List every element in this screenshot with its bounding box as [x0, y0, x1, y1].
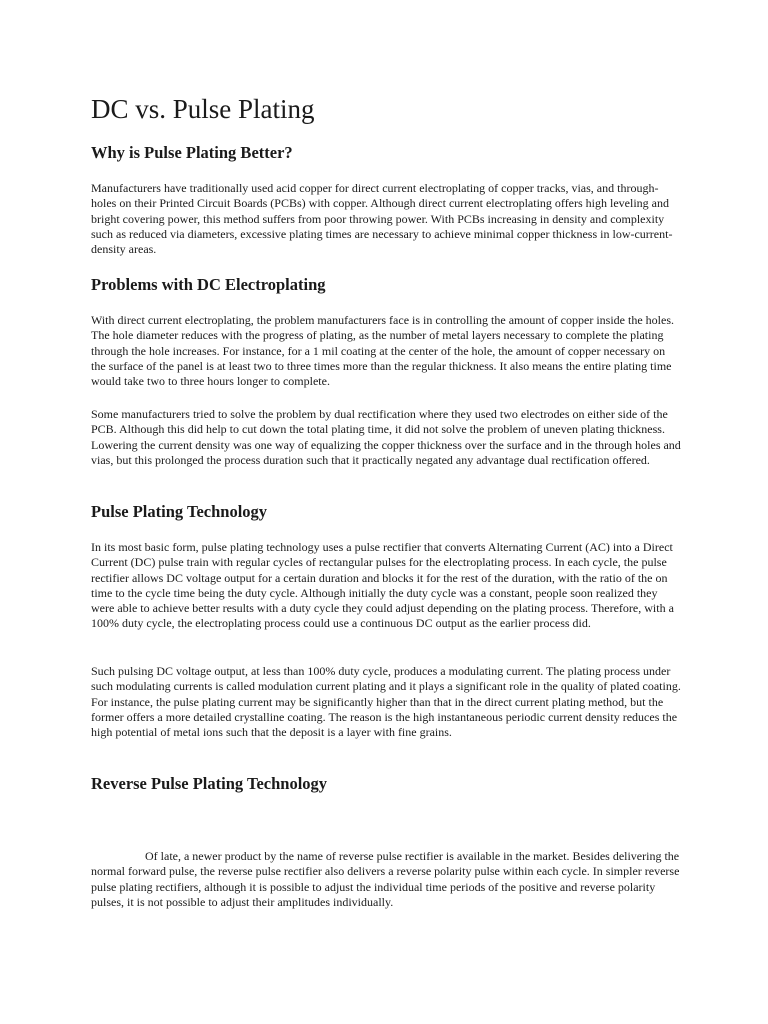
- paragraph: In its most basic form, pulse plating technology uses a pulse rectifier that converts Alternating Current (AC) into a Direct Current (DC) pulse train with regular cycles of rectangular pulses for the electroplating process. In each cycle, the pulse rectifier allows DC voltage output for a certain duration and blocks it for the rest of the duration, with the ratio of the on time to the cycle time being the duty cycle. Although initially the duty cycle was a constant, people soon realized they were able to achieve better results with a duty cycle they could adjust depending on the plating process. Therefore, with a 100% duty cycle, the electroplating process could use a continuous DC output as the earlier process did.: [91, 540, 674, 631]
- document-title: DC vs. Pulse Plating: [91, 94, 315, 124]
- paragraph: With direct current electroplating, the problem manufacturers face is in controlling the amount of copper inside the holes. The hole diameter reduces with the progress of plating, as the number of metal layers necessary to complete the plating through the hole increases. For instance, for a 1 mil coating at the center of the hole, the amount of copper necessary on the surface of the panel is at least two to three times more than the regular thickness. It also means the entire plating time would take two to three hours longer to complete.: [91, 313, 674, 389]
- section-heading-problems-dc: Problems with DC Electroplating: [91, 275, 326, 294]
- paragraph: Some manufacturers tried to solve the problem by dual rectification where they used two electrodes on either side of the PCB. Although this did help to cut down the total plating time, it did not solve the problem of uneven plating thickness. Lowering the current density was one way of equalizing the copper thickness over the surface and in the through holes and vias, but this prolonged the process duration such that it practically negated any advantage dual rectification offered.: [91, 407, 681, 467]
- paragraph: Such pulsing DC voltage output, at less than 100% duty cycle, produces a modulating current. The plating process under such modulating currents is called modulation current plating and it plays a significant role in the quality of plated coating. For instance, the pulse plating current may be significantly higher than that in the direct current plating method, but the former offers a more detailed crystalline coating. The reason is the high instantaneous periodic current density reduces the high potential of metal ions such that the deposit is a layer with fine grains.: [91, 664, 681, 740]
- section-heading-reverse-pulse-plating: Reverse Pulse Plating Technology: [91, 774, 328, 793]
- paragraph: Of late, a newer product by the name of reverse pulse rectifier is available in the market. Besides delivering the normal forward pulse, the reverse pulse rectifier also delivers a reverse polarity pulse within each cycle. In simpler reverse pulse plating rectifiers, although it is possible to adjust the individual time periods of the positive and reverse polarity pulses, it is not possible to adjust their amplitudes individually.: [91, 849, 680, 909]
- section-heading-why-pulse-plating: Why is Pulse Plating Better?: [91, 143, 293, 162]
- paragraph: Manufacturers have traditionally used acid copper for direct current electroplating of copper tracks, vias, and through-holes on their Printed Circuit Boards (PCBs) with copper. Although direct current electroplating offers high leveling and bright covering power, this method suffers from poor throwing power. With PCBs increasing in density and complexity such as reduced via diameters, excessive plating times are necessary to achieve minimal copper thickness in low-current-density areas.: [91, 181, 673, 257]
- section-heading-pulse-plating-technology: Pulse Plating Technology: [91, 502, 268, 521]
